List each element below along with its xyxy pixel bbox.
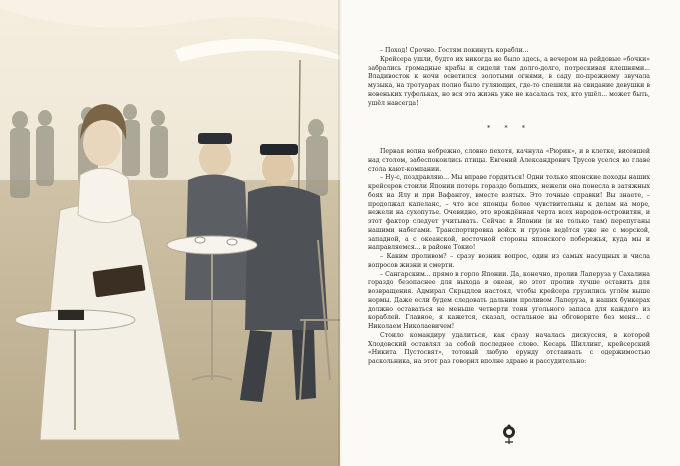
paragraph: – Ну-с, поздравляю... Мы вправе гордиться! Одни только японские походы наших крейсеров стоили Японии потерь гораздо больших, нежели она понесла в затяжных боях на Ялу и при Вафангоу, вместе взятых. Это точные справки! Вы знаете, – продолжал капеланс, – что все японцы более чувствительны к делам на море, нежели на сухопутье. Очевидно, это врождённая черта всех народов-островитян, и этот фактор следует учитывать. Сейчас в Японии (и не только там) перепуганы нашими набегами. Транспортировка войск и грузов ведётся уже не с морской, западной, а с океанской, восточной стороны японского побережья, куда мы и направляемся... в районе Токио! <box>368 174 650 252</box>
book-gutter <box>338 0 342 466</box>
text-page <box>368 47 650 367</box>
anchor-ornament-icon <box>501 423 517 445</box>
paragraph: Крейсера ушли, будто их никогда не было здесь, а вечером на рейдовые «бочки» забрались громадные крабы и сидели там долго-долго, потрескивая клешнями... Владивосток к ночи осветился золотыми огнями, в саду по-прежнему звучала музыка, на тротуарах полно было гуляющих, где-то спешили на свидание девушки в новеньких туфельках, но вся эта жизнь уже не касалась тех, кто ушёл... может быть, ушёл навсегда! <box>368 55 650 107</box>
paragraph: – Поход! Срочно. Гостям покинуть корабли... <box>380 47 529 54</box>
paragraph: Первая волна небрежно, словно пехотя, качнула «Рюрик», и в клетке, висевшей над столом, забеспокоились птицы. Евгений Александрович Трусов уселся во главе стола кают-компании. <box>368 148 650 173</box>
paragraph: – Каким проливом? – сразу возник вопрос, один из самых насущных и числа вопросов жизни и смерти. <box>368 253 650 269</box>
paragraph: Стоило командиру удалиться, как сразу началась дискуссия, в которой Хлодовский оставлял за собой последнее слово. Кесарь Шиллинг, крейсерский «Никита Пустосвят», тотовый любую ерунду отстаивать с одержимостью раскольника, на этот раз говорил вполне здраво и рассудительно: <box>368 331 650 365</box>
paragraph: – Сангарским... прямо в горло Японии. Да, конечно, пролив Лаперуза у Сахалина гораздо безопаснее для выхода в океан, но этот пролив лучше оставить для возвращения. Адмирал Скрыдлов настоял, чтобы крейсера грузились углём выше нормы. Даже если будем следовать дальним проливом Лаперуза, в наших бункерах должно оставаться не меньше четверти тонн угольного запаса для каждого из кораблей. Главное, я кажется, сказал, остальное вы обговорите без меня... с Николаем Николаевичем! <box>368 270 650 330</box>
section-separator: * * * <box>486 124 532 133</box>
